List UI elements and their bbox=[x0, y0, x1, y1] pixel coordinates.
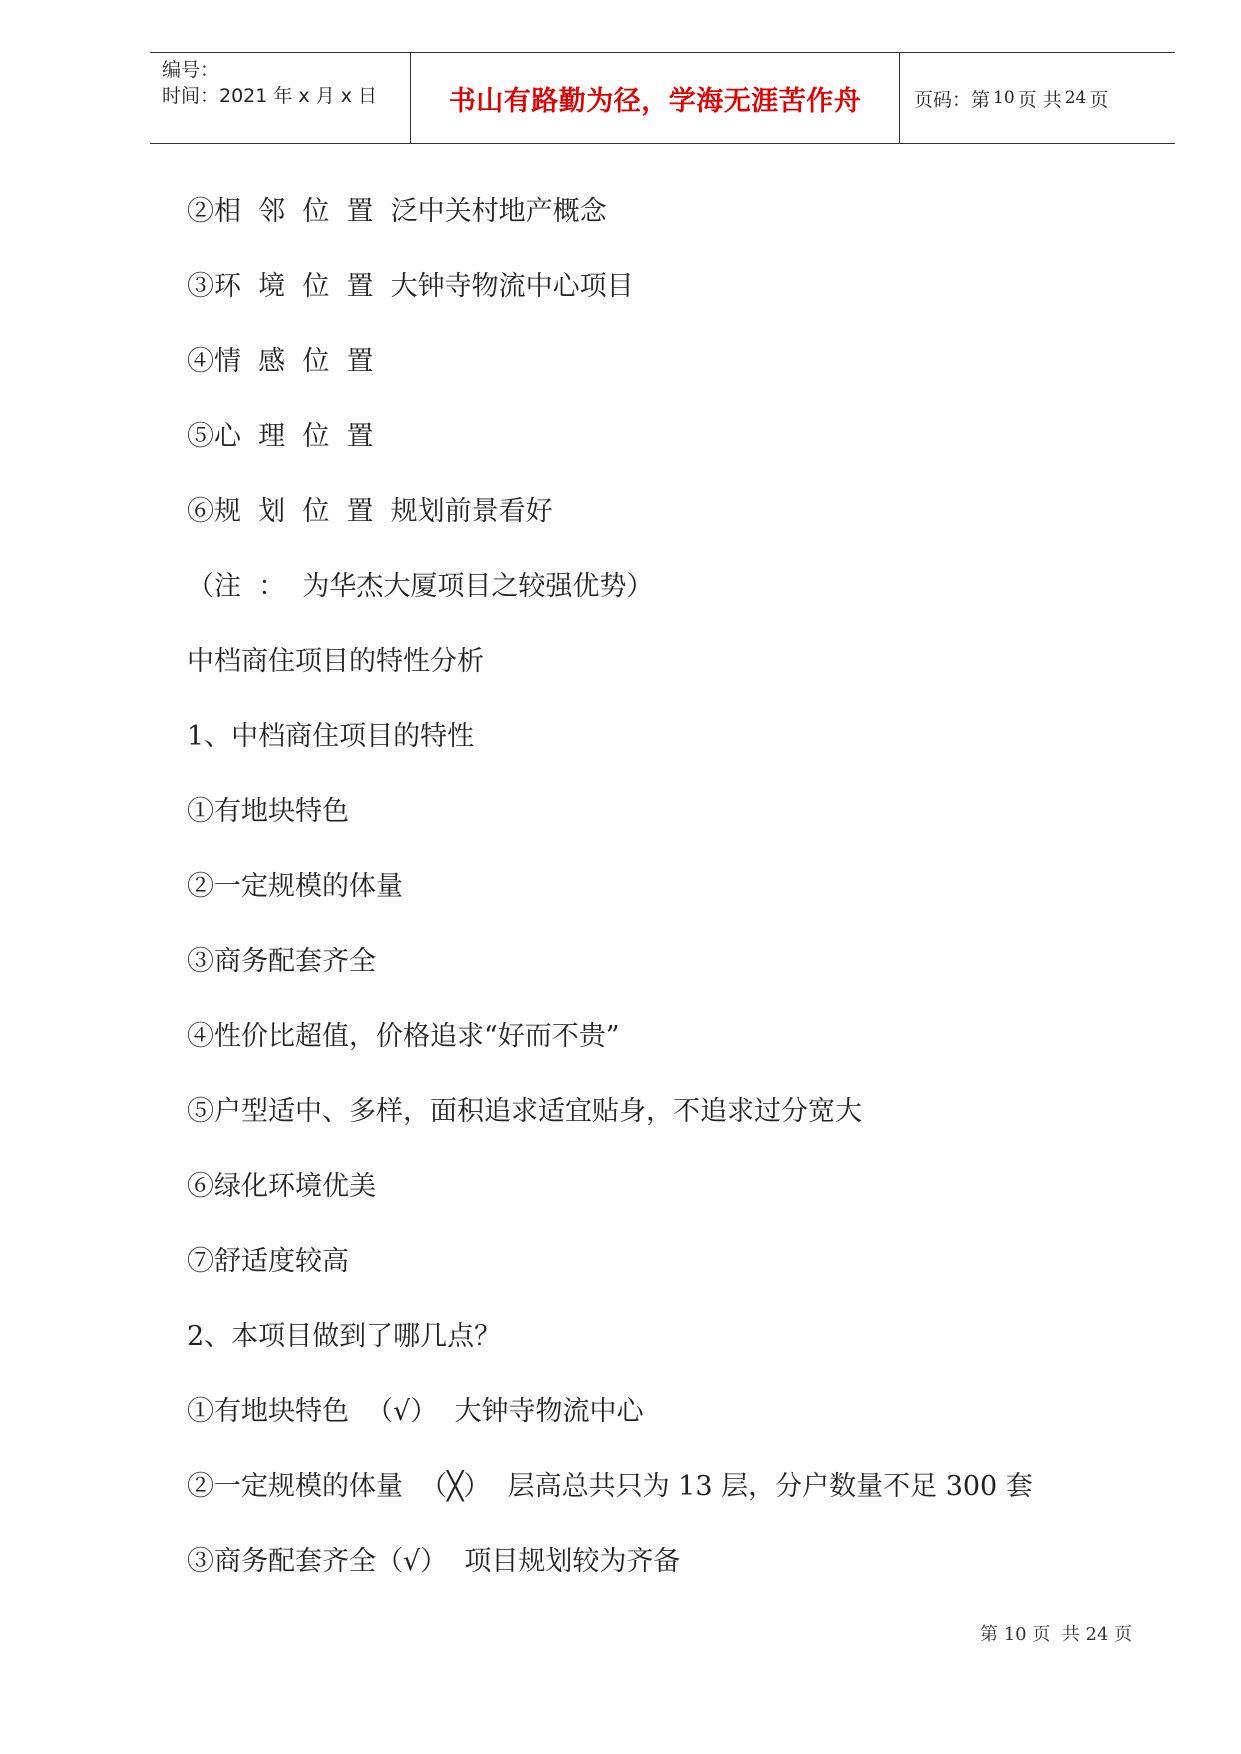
body-line: ⑤户型适中、多样，面积追求适宜贴身，不追求过分宽大 bbox=[187, 1096, 862, 1127]
page-suffix: 页 bbox=[1089, 88, 1109, 111]
subsection-heading: 1、中档商住项目的特性 bbox=[187, 721, 475, 752]
header-motto: 书山有路勤为径，学海无涯苦作舟 bbox=[410, 53, 900, 143]
body-line: ③环 境 位 置 大钟寺物流中心项目 bbox=[187, 271, 634, 302]
header-page-number bbox=[900, 53, 1175, 143]
body-line: ⑤心 理 位 置 bbox=[187, 421, 374, 452]
body-line: （注 ： 为华杰大厦项目之较强优势） bbox=[187, 571, 654, 602]
body-line: ④情 感 位 置 bbox=[187, 346, 374, 377]
page-prefix: 页码：第 bbox=[914, 88, 991, 111]
document-time: 时间：2021 年 x 月 x 日 bbox=[162, 85, 378, 107]
header-meta bbox=[150, 53, 410, 143]
body-line: ②相 邻 位 置 泛中关村地产概念 bbox=[187, 196, 607, 227]
body-line: ⑦舒适度较高 bbox=[187, 1246, 349, 1277]
page-total: 24 bbox=[1064, 88, 1087, 108]
body-line: ③商务配套齐全 bbox=[187, 946, 376, 977]
page-header bbox=[150, 52, 1175, 144]
subsection-heading: 2、本项目做到了哪几点？ bbox=[187, 1321, 502, 1352]
page-mid: 页 共 bbox=[1017, 88, 1062, 111]
body-line: ⑥规 划 位 置 规划前景看好 bbox=[187, 496, 553, 527]
body-line: ④性价比超值，价格追求“好而不贵” bbox=[187, 1021, 620, 1052]
section-heading: 中档商住项目的特性分析 bbox=[187, 646, 484, 677]
body-line: ①有地块特色 （√） 大钟寺物流中心 bbox=[187, 1396, 644, 1427]
body-line: ①有地块特色 bbox=[187, 796, 349, 827]
body-line: ③商务配套齐全（√） 项目规划较为齐备 bbox=[187, 1546, 681, 1577]
page-footer: 第 10 页 共 24 页 bbox=[980, 1624, 1133, 1645]
document-body bbox=[187, 188, 1167, 1613]
body-line: ⑥绿化环境优美 bbox=[187, 1171, 376, 1202]
document-number-label: 编号： bbox=[162, 59, 220, 81]
page-current: 10 bbox=[993, 88, 1015, 108]
body-line: ②一定规模的体量 bbox=[187, 871, 403, 902]
body-line: ②一定规模的体量 （╳） 层高总共只为 13 层，分户数量不足 300 套 bbox=[187, 1471, 1033, 1502]
